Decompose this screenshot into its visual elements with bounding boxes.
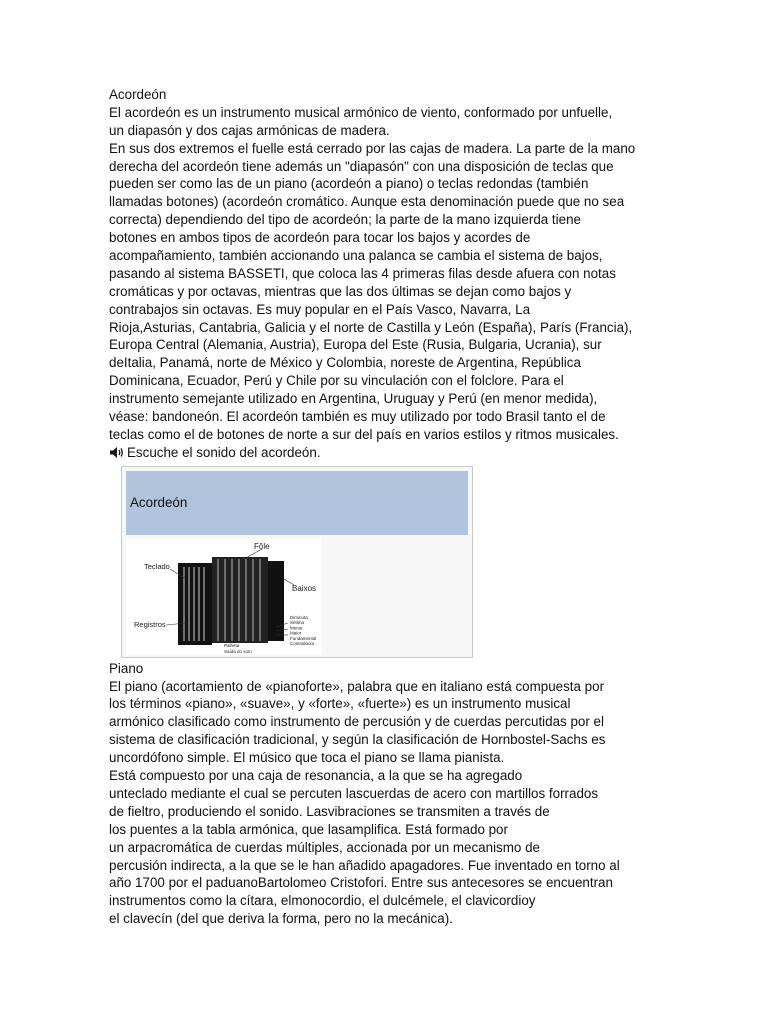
accordion-text-line: Dominicana, Ecuador, Perú y Chile por su vinculación con el folclore. Para el <box>109 373 564 389</box>
piano-text-line: percusión indirecta, a la que se le han añadido apagadores. Fue inventado en torno al <box>109 857 620 873</box>
label-note: Maior <box>290 630 302 636</box>
label-note: Sétima <box>290 619 305 625</box>
piano-text-line: sistema de clasificación tradicional, y según la clasificación de Hornbostel-Sachs es <box>109 732 606 748</box>
piano-body <box>109 678 669 928</box>
piano-text-line: los términos «piano», «suave», y «forte», «fuerte») es un instrumento musical <box>109 696 571 712</box>
accordion-text-line: deItalia, Panamá, norte de México y Colombia, noreste de Argentina, República <box>109 355 581 371</box>
piano-text-line: instrumentos como la cítara, elmonocordio, el dulcémele, el clavicordioy <box>109 893 536 909</box>
accordion-infobox <box>121 466 473 658</box>
label-teclado: Teclado <box>144 561 170 571</box>
label-note: Contrabaixo <box>290 640 315 646</box>
accordion-text-line: En sus dos extremos el fuelle está cerrado por las cajas de madera. La parte de la mano <box>109 140 636 156</box>
accordion-body <box>109 104 669 444</box>
accordion-text-line: correcta) dependiendo del tipo de acordeón; la parte de la mano izquierda tiene <box>109 212 581 228</box>
label-registros: Registros <box>134 619 166 629</box>
piano-text-line: un arpacromática de cuerdas múltiples, accionada por un mecanismo de <box>109 839 540 855</box>
accordion-text-line: instrumento semejante utilizado en Argentina, Uruguay y Perú (en menor medida), <box>109 391 598 407</box>
infobox-title: Acordeón <box>130 495 188 511</box>
accordion-keyboard-shape <box>178 563 212 645</box>
piano-text-line: los puentes a la tabla armónica, que lasamplifica. Está formado por <box>109 821 508 837</box>
infobox-header <box>126 471 468 535</box>
accordion-text-line: pueden ser como las de un piano (acordeón a piano) o teclas redondas (también <box>109 176 589 192</box>
accordion-text-line: véase: bandoneón. El acordeón también es muy utilizado por todo Brasil tanto el de <box>109 409 606 425</box>
accordion-text-line: botones en ambos tipos de acordeón para tocar los bajos y acordes de <box>109 230 531 246</box>
accordion-text-line: teclas como el de botones de norte a sur del país en varios estilos y ritmos musicales. <box>109 426 619 442</box>
accordion-bass-shape <box>268 561 284 641</box>
document-page <box>109 86 669 928</box>
accordion-text-line: Europa Central (Alemania, Austria), Europa del Este (Rusia, Bulgaria, Ucrania), sur <box>109 337 602 353</box>
accordion-text-line: derecha del acordeón tiene además un "diapasón" con una disposición de teclas que <box>109 158 614 174</box>
piano-text-line: unteclado mediante el cual se percuten lascuerdas de acero con martillos forrados <box>109 785 599 801</box>
accordion-text-line: un diapasón y dos cajas armónicas de madera. <box>109 122 390 138</box>
speaker-icon[interactable] <box>109 446 125 459</box>
piano-text-line: de fieltro, produciendo el sonido. Lasvibraciones se transmiten a través de <box>109 803 550 819</box>
piano-text-line: armónico clasificado como instrumento de percusión y de cuerdas percutidas por el <box>109 714 604 730</box>
piano-text-line: El piano (acortamiento de «pianoforte», palabra que en italiano está compuesta por <box>109 678 605 694</box>
accordion-text-line: pasando al sistema BASSETI, que coloca las 4 primeras filas desde afuera con notas <box>109 265 616 281</box>
accordion-text-line: llamadas botones) (acordeón cromático. Aunque esta denominación puede que no sea <box>109 194 625 210</box>
piano-text-line: el clavecín (del que deriva la forma, pero no la mecánica). <box>109 911 453 927</box>
accordion-text-line: acompañamiento, también accionando una palanca se cambia el sistema de bajos, <box>109 248 603 264</box>
piano-text-line: Está compuesto por una caja de resonancia, a la que se ha agregado <box>109 768 523 784</box>
label-palheta: Palheta <box>224 642 240 648</box>
accordion-text-line: contrabajos sin octavas. Es muy popular en el País Vasco, Navarra, La <box>109 301 531 317</box>
audio-link[interactable] <box>109 444 669 462</box>
label-baixos: Baixos <box>292 583 317 593</box>
label-note: Diminuta <box>290 614 308 620</box>
piano-text-line: uncordófono simple. El músico que toca el piano se llama pianista. <box>109 750 505 766</box>
accordion-text-line: El acordeón es un instrumento musical armónico de viento, conformado por unfuelle, <box>109 104 613 120</box>
section-title-piano: Piano <box>109 660 144 676</box>
label-note: Menor <box>290 625 303 631</box>
accordion-text-line: Rioja,Asturias, Cantabria, Galicia y el norte de Castilla y León (España), París (Francia), <box>109 319 633 335</box>
accordion-text-line: cromáticas y por octavas, mientras que las dos últimas se dejan como bajos y <box>109 283 572 299</box>
label-fole: Fôle <box>254 541 270 551</box>
label-saida: Saída do som <box>224 648 252 654</box>
audio-label[interactable]: Escuche el sonido del acordeón. <box>127 444 321 460</box>
piano-text-line: año 1700 por el paduanoBartolomeo Cristofori. Entre sus antecesores se encuentran <box>109 875 613 891</box>
accordion-diagram <box>126 539 322 655</box>
section-title-accordion: Acordeón <box>109 87 167 102</box>
label-note: Fundamental <box>290 635 317 641</box>
